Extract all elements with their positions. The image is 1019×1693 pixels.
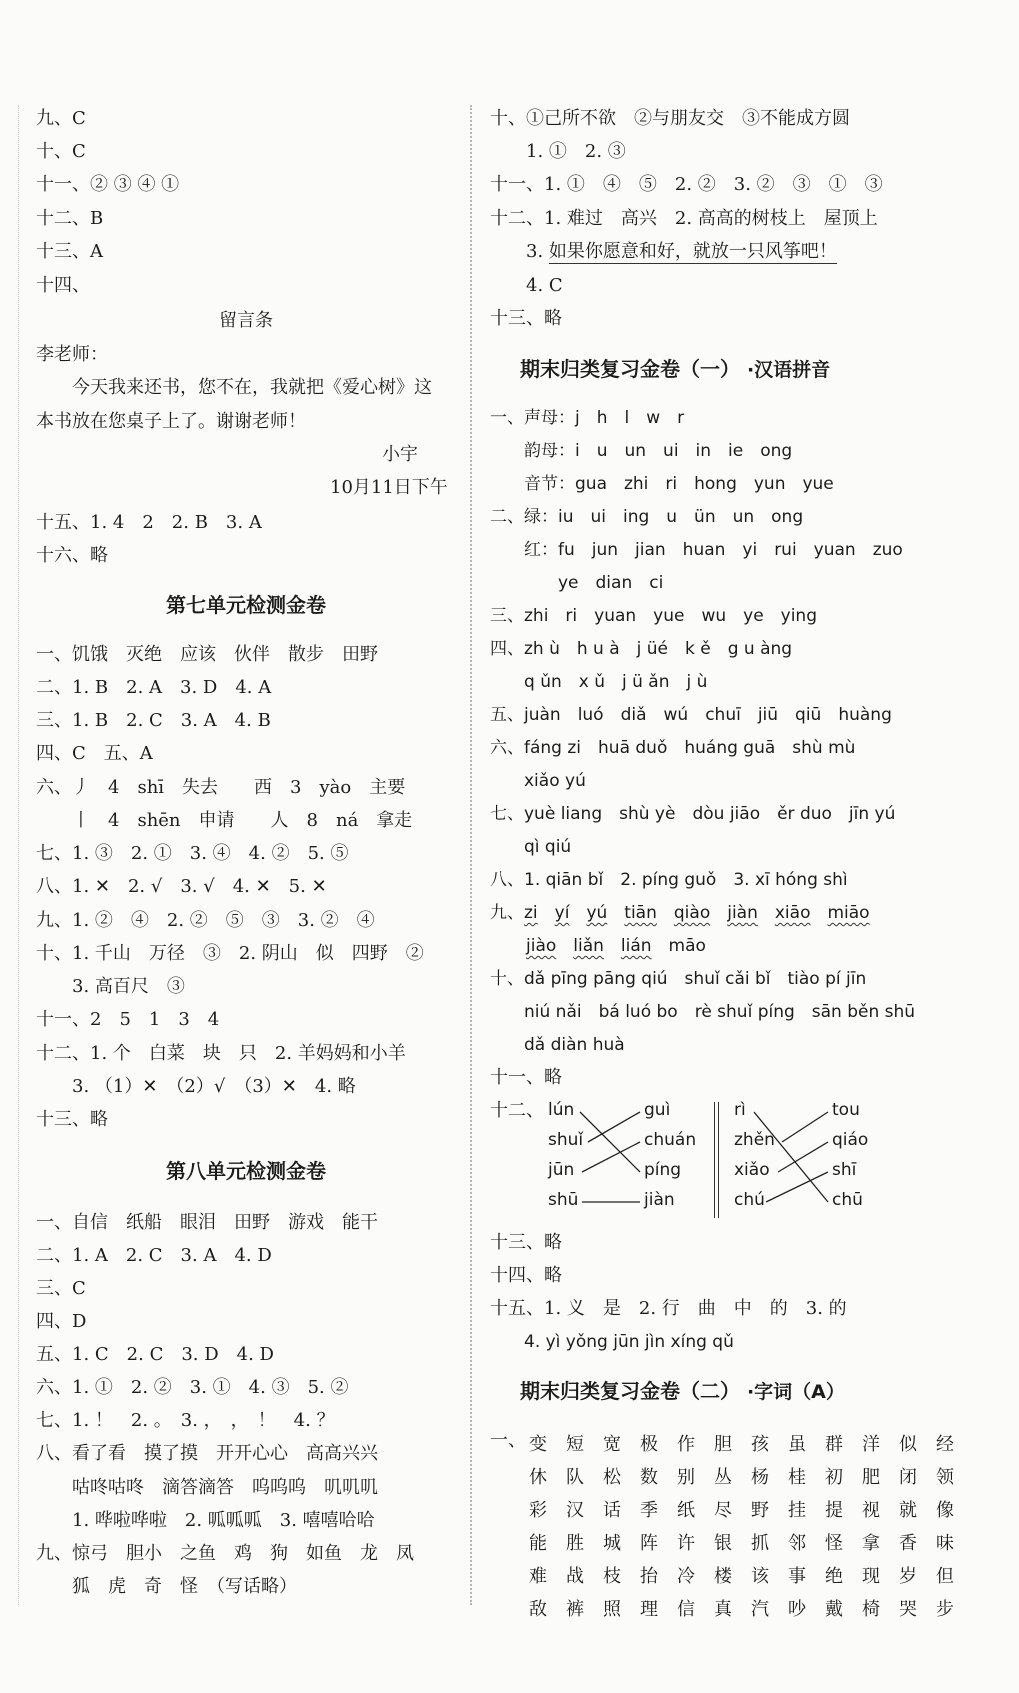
wavy-word: qiào	[673, 903, 711, 923]
answer-line: 一、自信 纸船 眼泪 田野 游戏 能干	[36, 1212, 378, 1233]
matching-label: 十二、	[490, 1100, 544, 1121]
answer-line: 八、1. ✕ 2. √ 3. √ 4. ✕ 5. ✕	[36, 876, 327, 897]
grid-character: 岁	[899, 1566, 917, 1587]
grid-character: 现	[862, 1566, 880, 1587]
note-signature: 小宇	[382, 444, 418, 465]
wavy-word: yú	[586, 903, 608, 923]
note-date: 10月11日下午	[330, 477, 448, 498]
grid-character: 野	[751, 1500, 769, 1521]
section-title: 第七单元检测金卷	[166, 593, 326, 617]
wavy-word: tiān	[624, 903, 657, 923]
match-left-item: jūn	[548, 1160, 575, 1180]
grid-character: 尽	[714, 1500, 732, 1521]
grid-character: 别	[677, 1467, 695, 1488]
match-right-item: píng	[644, 1160, 682, 1180]
answer-line: 1. ① 2. ③	[490, 141, 626, 162]
answer-line: 红：fu jun jian huan yi rui yuan zuo	[490, 540, 903, 560]
answer-line	[526, 935, 706, 957]
section-title-sub: ·汉语拼音	[746, 359, 831, 381]
match-line	[766, 1172, 828, 1202]
answer-line	[490, 241, 837, 263]
answer-line: 四、D	[36, 1311, 87, 1332]
answer-line: 十、C	[36, 141, 86, 162]
line-prefix: 3.	[490, 241, 549, 262]
grid-character: 照	[603, 1599, 621, 1620]
match-line	[778, 1142, 828, 1172]
line-prefix: 九、	[490, 903, 524, 923]
match-left-item: shuǐ	[548, 1130, 584, 1150]
answer-line: 十五、1. 4 2 2. B 3. A	[36, 512, 262, 533]
grid-character: 步	[936, 1599, 954, 1620]
answer-line: 十三、略	[490, 308, 562, 329]
grid-character: 阵	[640, 1533, 658, 1554]
answer-line: 十三、略	[490, 1232, 562, 1253]
grid-character: 抓	[751, 1533, 769, 1554]
wavy-word: jiàn	[727, 903, 758, 923]
grid-character: 似	[899, 1434, 917, 1455]
answer-line: xiǎo yú	[490, 771, 586, 791]
answer-line: 五、juàn luó diǎ wú chuī jiū qiū huàng	[490, 705, 892, 725]
wavy-word: liǎn	[573, 936, 604, 956]
grid-character: 桂	[788, 1467, 806, 1488]
grid-character: 领	[936, 1467, 954, 1488]
grid-character: 经	[936, 1434, 954, 1455]
answer-line: 九、1. ② ④ 2. ② ⑤ ③ 3. ② ④	[36, 910, 375, 931]
answer-line: q ǔn x ǔ j ü ǎn j ù	[490, 672, 708, 692]
match-right-item: shī	[832, 1160, 857, 1180]
match-right-item: tou	[832, 1100, 860, 1120]
answer-line: 七、1. ③ 2. ① 3. ④ 4. ② 5. ⑤	[36, 843, 349, 864]
answer-line: niú nǎi bá luó bo rè shuǐ píng sān běn shū	[490, 1002, 916, 1022]
matching-exercise	[490, 1100, 990, 1230]
answer-line: 六、1. ① 2. ② 3. ① 4. ③ 5. ②	[36, 1377, 349, 1398]
grid-character: 丛	[714, 1467, 732, 1488]
answer-line: 二、1. B 2. A 3. D 4. A	[36, 677, 272, 698]
wavy-word: miāo	[827, 903, 870, 923]
grid-character: 真	[714, 1599, 732, 1620]
grid-character: 松	[603, 1467, 621, 1488]
answer-line: 三、1. B 2. C 3. A 4. B	[36, 710, 271, 731]
grid-character: 休	[529, 1467, 547, 1488]
match-lines-b	[490, 1100, 990, 1230]
answer-line: 狐 虎 奇 怪 （写话略）	[36, 1576, 297, 1597]
answer-line: 4. C	[490, 275, 563, 296]
match-left-item: shū	[548, 1190, 579, 1210]
match-left-item: chú	[734, 1190, 765, 1210]
grid-character: 挂	[788, 1500, 806, 1521]
match-line	[782, 1112, 828, 1142]
grid-character: 信	[677, 1599, 695, 1620]
section-title-sub: ·字词（A）	[746, 1381, 845, 1403]
grid-character: 城	[603, 1533, 621, 1554]
grid-character: 变	[529, 1434, 547, 1455]
grid-character: 闭	[899, 1467, 917, 1488]
grid-character: 数	[640, 1467, 658, 1488]
answer-line: 一、饥饿 灭绝 应该 伙伴 散步 田野	[36, 644, 378, 665]
wavy-word: jiào	[526, 936, 557, 956]
page-edge	[18, 105, 19, 1605]
grid-character: 抬	[640, 1566, 658, 1587]
grid-character: 就	[899, 1500, 917, 1521]
answer-line: 十二、1. 个 白菜 块 只 2. 羊妈妈和小羊	[36, 1043, 406, 1064]
grid-character: 季	[640, 1500, 658, 1521]
grid-character: 作	[677, 1434, 695, 1455]
plain-word: māo	[668, 936, 706, 956]
grid-character: 队	[566, 1467, 584, 1488]
grid-character: 椅	[862, 1599, 880, 1620]
match-left-item: xiǎo	[734, 1160, 770, 1180]
grid-character: 杨	[751, 1467, 769, 1488]
grid-character: 极	[640, 1434, 658, 1455]
grid-character: 冷	[677, 1566, 695, 1587]
answer-line: dǎ diàn huà	[490, 1035, 625, 1055]
grid-character: 事	[788, 1566, 806, 1587]
grid-character: 宽	[603, 1434, 621, 1455]
grid-character: 群	[825, 1434, 843, 1455]
answer-line: 五、1. C 2. C 3. D 4. D	[36, 1344, 274, 1365]
answer-line: 十二、B	[36, 208, 104, 229]
answer-line: 三、C	[36, 1278, 86, 1299]
answer-line: 十一、2 5 1 3 4	[36, 1009, 220, 1030]
note-body: 本书放在您桌子上了。谢谢老师！	[36, 411, 306, 432]
grid-character: 像	[936, 1500, 954, 1521]
column-divider	[470, 105, 472, 1605]
grid-character: 孩	[751, 1434, 769, 1455]
grid-character: 吵	[788, 1599, 806, 1620]
answer-line: 十一、② ③ ④ ①	[36, 174, 180, 195]
answer-line: 十一、略	[490, 1067, 562, 1088]
grid-character: 汉	[566, 1500, 584, 1521]
answer-line: 二、1. A 2. C 3. A 4. D	[36, 1245, 272, 1266]
match-left-item: rì	[734, 1100, 746, 1120]
grid-character: 绝	[825, 1566, 843, 1587]
grid-character: 香	[899, 1533, 917, 1554]
grid-character: 提	[825, 1500, 843, 1521]
grid-character: 哭	[899, 1599, 917, 1620]
answer-line: 六、fáng zi huā duǒ huáng guā shù mù	[490, 738, 856, 758]
answer-line: 七、1. ！ 2. 。 3. ， ， ！ 4. ？	[36, 1410, 335, 1431]
answer-line: 七、yuè liang shù yè dòu jiāo ěr duo jīn yú	[490, 804, 896, 824]
answer-line: 4. yì yǒng jūn jìn xíng qǔ	[490, 1332, 734, 1352]
grid-character: 枝	[603, 1566, 621, 1587]
answer-line: 十三、略	[36, 1109, 108, 1130]
note-title: 留言条	[219, 310, 273, 331]
answer-line: 十六、略	[36, 545, 108, 566]
answer-line: 3. （1）✕ （2）√ （3）✕ 4. 略	[36, 1076, 356, 1097]
answer-line: 十二、1. 难过 高兴 2. 高高的树枝上 屋顶上	[490, 208, 878, 229]
match-right-item: chuán	[644, 1130, 697, 1150]
grid-character: 话	[603, 1500, 621, 1521]
grid-prefix: 一、	[490, 1430, 526, 1451]
answer-line: 一、声母：j h l w r	[490, 408, 685, 428]
answer-line: 八、看了看 摸了摸 开开心心 高高兴兴	[36, 1443, 378, 1464]
wavy-word: lián	[620, 936, 652, 956]
answer-line: 1. 哗啦哗啦 2. 呱呱呱 3. 嘻嘻哈哈	[36, 1510, 375, 1531]
match-right-item: jiàn	[644, 1190, 675, 1210]
answer-line: 十、1. 千山 万径 ③ 2. 阴山 似 四野 ②	[36, 943, 424, 964]
answer-line: 韵母：i u un ui in ie ong	[490, 441, 793, 461]
answer-line: ye dian ci	[490, 573, 664, 593]
answer-line: 三、zhi ri yuan yue wu ye ying	[490, 606, 818, 626]
section-title	[520, 356, 830, 383]
grid-character: 汽	[751, 1599, 769, 1620]
answer-line: 四、C 五、A	[36, 743, 153, 764]
grid-character: 纸	[677, 1500, 695, 1521]
answer-line: 十四、	[36, 275, 90, 296]
match-right-item: guì	[644, 1100, 671, 1120]
grid-character: 但	[936, 1566, 954, 1587]
section-title-main: 期末归类复习金卷（一）	[520, 357, 740, 381]
answer-line: 八、1. qiān bǐ 2. píng guǒ 3. xī hóng shì	[490, 870, 848, 890]
match-right-item: qiáo	[832, 1130, 869, 1150]
answer-line: 3. 高百尺 ③	[36, 976, 185, 997]
grid-character: 洋	[862, 1434, 880, 1455]
grid-character: 视	[862, 1500, 880, 1521]
answer-line: 丨 4 shēn 申请 人 8 ná 拿走	[36, 810, 413, 831]
grid-character: 拿	[862, 1533, 880, 1554]
answer-line: 四、zh ù h u à j üé k ě g u àng	[490, 639, 793, 659]
answer-line: 十、dǎ pīng pāng qiú shuǐ cǎi bǐ tiào pí jīn	[490, 969, 867, 989]
answer-line: 十、①己所不欲 ②与朋友交 ③不能成方圆	[490, 108, 850, 129]
grid-character: 怪	[825, 1533, 843, 1554]
note-greeting: 李老师：	[36, 344, 108, 365]
grid-character: 胆	[714, 1434, 732, 1455]
answer-line: 音节：gua zhi ri hong yun yue	[490, 474, 834, 494]
grid-character: 楼	[714, 1566, 732, 1587]
grid-character: 该	[751, 1566, 769, 1587]
grid-character: 战	[566, 1566, 584, 1587]
answer-line: 十四、略	[490, 1265, 562, 1286]
answer-line: qì qiú	[490, 837, 572, 857]
answer-line: 十五、1. 义 是 2. 行 曲 中 的 3. 的	[490, 1298, 847, 1319]
match-line	[754, 1112, 828, 1202]
match-left-item: lún	[548, 1100, 575, 1120]
grid-character: 银	[714, 1533, 732, 1554]
wavy-word: yí	[554, 903, 570, 923]
grid-character: 彩	[529, 1500, 547, 1521]
grid-character: 邻	[788, 1533, 806, 1554]
answer-line	[490, 902, 870, 924]
grid-character: 味	[936, 1533, 954, 1554]
grid-character: 能	[529, 1533, 547, 1554]
answer-line: 二、绿：iu ui ing u ün un ong	[490, 507, 804, 527]
note-body: 今天我来还书，您不在，我就把《爱心树》这	[72, 377, 432, 398]
answer-line: 九、惊弓 胆小 之鱼 鸡 狗 如鱼 龙 凤	[36, 1543, 414, 1564]
grid-character: 理	[640, 1599, 658, 1620]
match-left-item: zhěn	[734, 1130, 775, 1150]
wavy-word: zi	[524, 903, 538, 923]
answer-line: 十一、1. ① ④ ⑤ 2. ② 3. ② ③ ① ③	[490, 174, 883, 195]
grid-character: 初	[825, 1467, 843, 1488]
section-title-main: 期末归类复习金卷（二）	[520, 1379, 740, 1403]
section-title	[520, 1378, 845, 1405]
grid-character: 难	[529, 1566, 547, 1587]
grid-character: 裤	[566, 1599, 584, 1620]
grid-character: 短	[566, 1434, 584, 1455]
answer-line: 十三、A	[36, 241, 103, 262]
grid-character: 虽	[788, 1434, 806, 1455]
grid-character: 敌	[529, 1599, 547, 1620]
grid-character: 胜	[566, 1533, 584, 1554]
grid-character: 戴	[825, 1599, 843, 1620]
underlined-answer: 如果你愿意和好，就放一只风筝吧！	[548, 241, 837, 262]
wavy-word: xiāo	[774, 903, 811, 923]
grid-character: 许	[677, 1533, 695, 1554]
grid-character: 肥	[862, 1467, 880, 1488]
answer-line: 九、C	[36, 108, 86, 129]
match-right-item: chū	[832, 1190, 863, 1210]
answer-line: 咕咚咕咚 滴答滴答 呜呜呜 叽叽叽	[36, 1477, 378, 1498]
answer-line: 六、丿 4 shī 失去 西 3 yào 主要	[36, 777, 406, 798]
section-title: 第八单元检测金卷	[166, 1159, 326, 1183]
